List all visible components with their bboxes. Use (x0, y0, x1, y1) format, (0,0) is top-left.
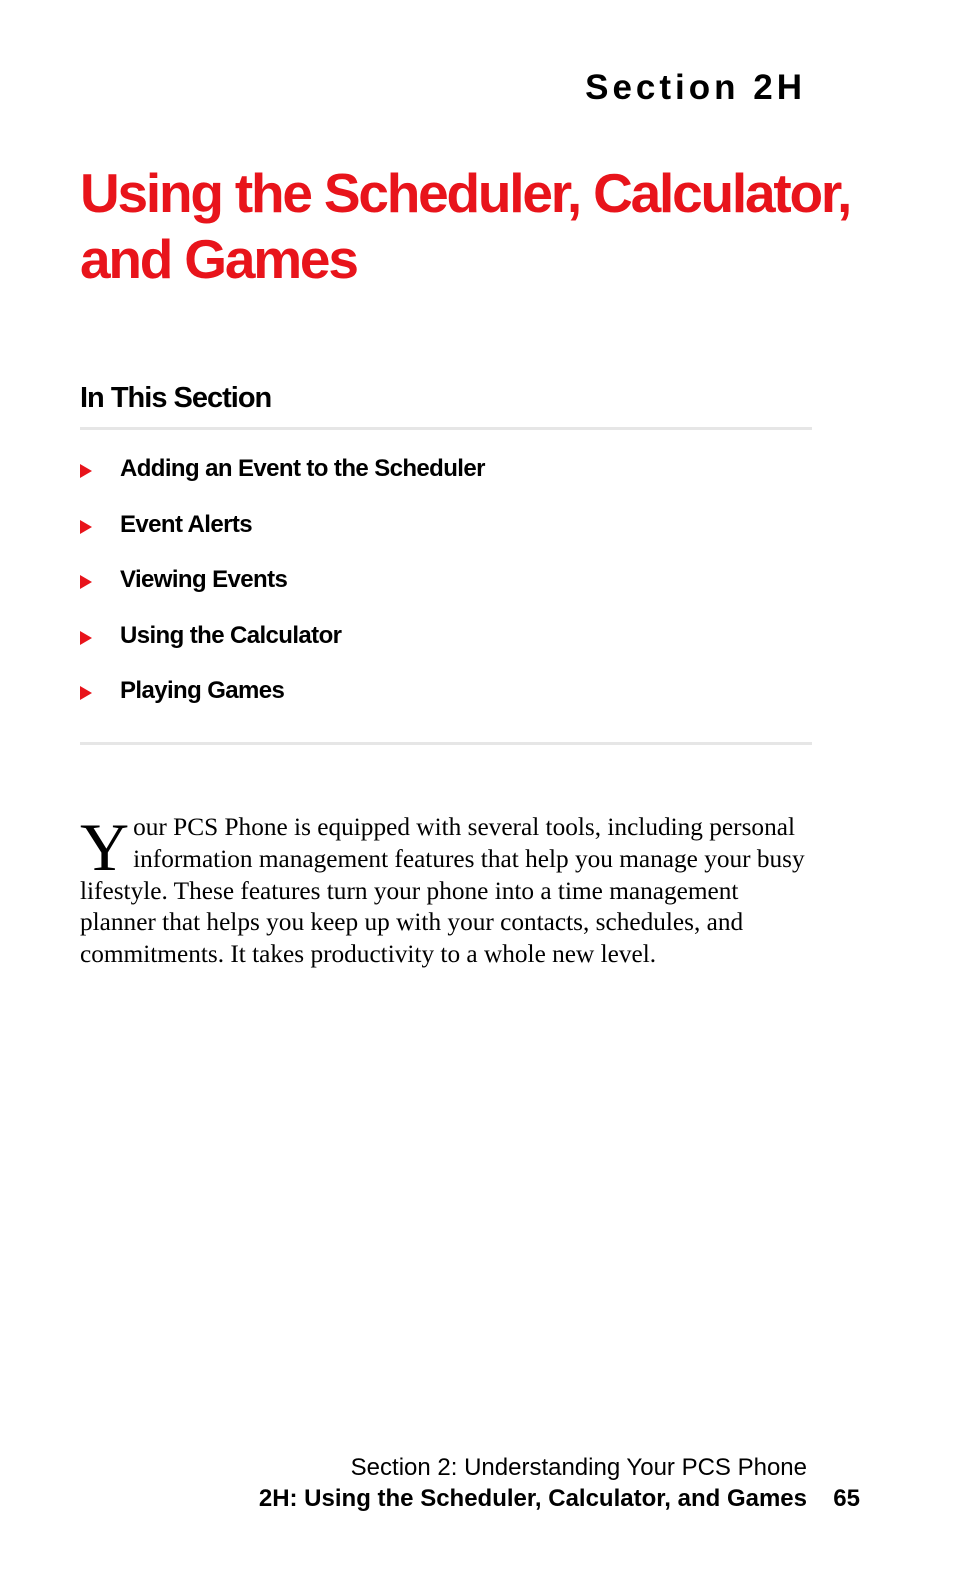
list-item (80, 501, 485, 557)
footer-chapter-title: 2H: Using the Scheduler, Calculator, and Games (258, 1485, 807, 1512)
intro-text: our PCS Phone is equipped with several tools, including personal information management features that help you manage your busy lifestyle. These features turn your phone into a time management planner that helps you keep up with your contacts, schedules, and commitments. It takes productivity to a whole new level. (80, 813, 805, 969)
section-label: Section 2H (585, 68, 806, 107)
list-item-label: Adding an Event to the Scheduler (120, 455, 485, 482)
divider-bottom (80, 742, 812, 745)
list-item-label: Playing Games (120, 677, 285, 704)
triangle-bullet-icon (80, 631, 92, 645)
section-contents-list (80, 445, 485, 723)
divider-top (80, 427, 812, 430)
triangle-bullet-icon (80, 575, 92, 589)
list-item-label: Viewing Events (120, 566, 288, 593)
list-item (80, 445, 485, 501)
list-item (80, 612, 485, 668)
triangle-bullet-icon (80, 686, 92, 700)
intro-paragraph (80, 809, 816, 971)
triangle-bullet-icon (80, 464, 92, 478)
footer-section-title: Section 2: Understanding Your PCS Phone (350, 1454, 807, 1481)
triangle-bullet-icon (80, 520, 92, 534)
chapter-title-line-2: and Games (80, 228, 357, 290)
page-number: 65 (833, 1485, 860, 1512)
list-item (80, 556, 485, 612)
chapter-title (80, 160, 860, 292)
chapter-title-line-1: Using the Scheduler, Calculator, (80, 162, 851, 224)
list-item-label: Event Alerts (120, 510, 252, 538)
in-this-section-heading: In This Section (80, 382, 272, 414)
list-item-label: Using the Calculator (120, 621, 342, 649)
drop-cap: Y (80, 809, 130, 885)
list-item (80, 667, 485, 723)
